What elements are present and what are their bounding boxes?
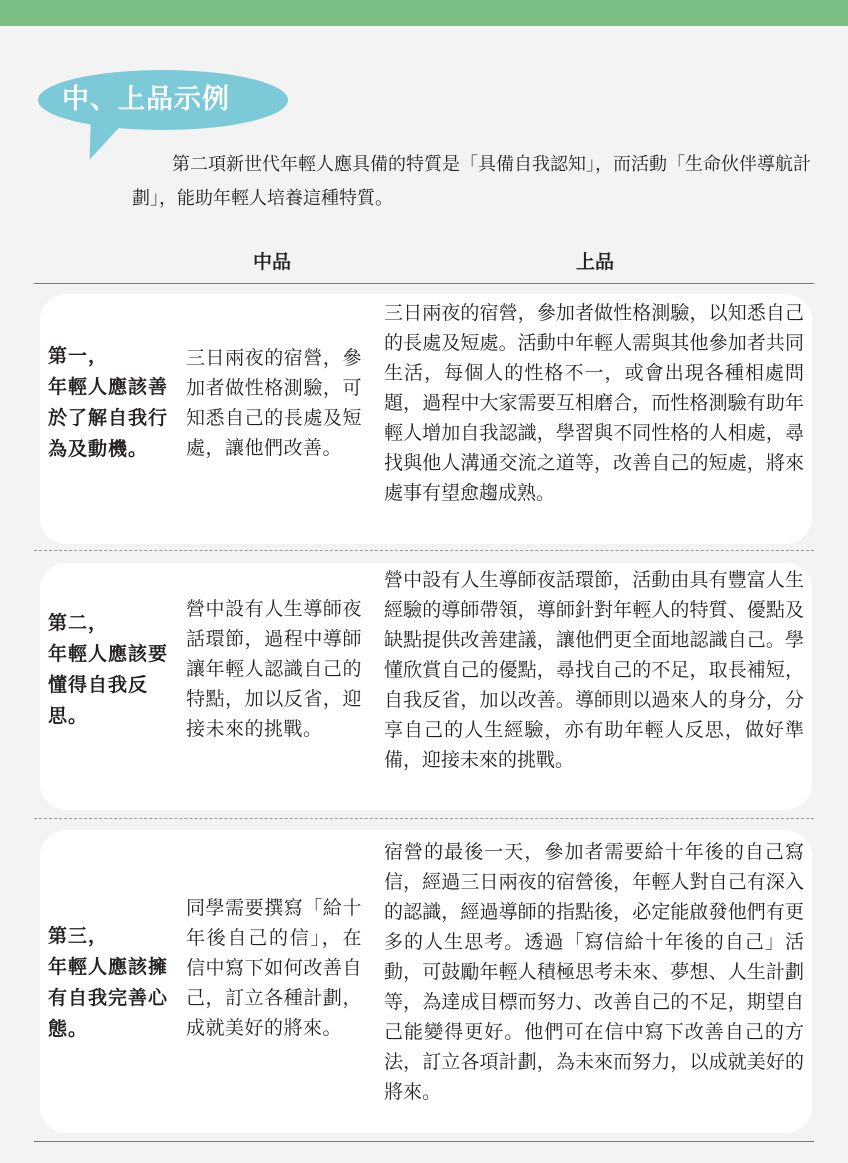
row-3-trait: 第三， 年輕人應該擁有自我完善心態。 bbox=[48, 925, 169, 1040]
row-3-middle-example: 同學需要撰寫「給十年後自己的信」，在信中寫下如何改善自己，訂立各種計劃，成就美好的將來。 bbox=[186, 897, 362, 1039]
header-top-grade: 上品 bbox=[575, 251, 614, 273]
row-1-middle-example: 三日兩夜的宿營，參加者做性格測驗，可知悉自己的長處及短處，讓他們改善。 bbox=[186, 347, 362, 459]
row-2-top-example: 營中設有人生導師夜話環節，活動由具有豐富人生經驗的導師帶領，導師針對年輕人的特質、優點及缺點提供改善建議，讓他們更全面地認識自己。學懂欣賞自己的優點，尋找自己的不足，取長補短，自我反省，加以改善。導師則以過來人的身分，分享自己的人生經驗，亦有助年輕人反思，做好準備，迎接未來的挑戰。 bbox=[384, 569, 804, 771]
section-title: 中、上品示例 bbox=[62, 84, 230, 115]
table-bottom-rule bbox=[34, 1141, 814, 1142]
intro-paragraph: 第二項新世代年輕人應具備的特質是「具備自我認知」，而活動「生命伙伴導航計劃」，能助年輕人培養這種特質。 bbox=[132, 154, 811, 209]
row-1-trait: 第一， 年輕人應該善於了解自我行為及動機。 bbox=[48, 345, 169, 460]
row-3-top-example: 宿營的最後一天，參加者需要給十年後的自己寫信，經過三日兩夜的宿營後，年輕人對自己有深入的認識，經過導師的指點後，必定能啟發他們有更多的人生思考。透過「寫信給十年後的自己」活動，可鼓勵年輕人積極思考未來、夢想、人生計劃等，為達成目標而努力、改善自己的不足，期望自己能變得更好。他們可在信中寫下改善自己的方法，訂立各項計劃，為未來而努力，以成就美好的將來。 bbox=[384, 841, 804, 1103]
row-1-top-example: 三日兩夜的宿營，參加者做性格測驗，以知悉自己的長處及短處。活動中年輕人需與其他參加者共同生活，每個人的性格不一，或會出現各種相處問題，過程中大家需要互相磨合，而性格測驗有助年輕人增加自我認識，學習與不同性格的人相處，尋找與他人溝通交流之道等，改善自己的短處，將來處事有望愈趨成熟。 bbox=[384, 302, 804, 504]
row-2-middle-example: 營中設有人生導師夜話環節，過程中導師讓年輕人認識自己的特點，加以反省，迎接未來的挑戰。 bbox=[186, 598, 362, 740]
header-middle-grade: 中品 bbox=[252, 251, 291, 273]
table-header-rule bbox=[34, 283, 814, 284]
top-color-bar bbox=[0, 0, 848, 26]
row-divider-2 bbox=[34, 818, 814, 819]
row-2-trait: 第二， 年輕人應該要懂得自我反思。 bbox=[48, 612, 169, 727]
row-divider-1 bbox=[34, 550, 814, 551]
